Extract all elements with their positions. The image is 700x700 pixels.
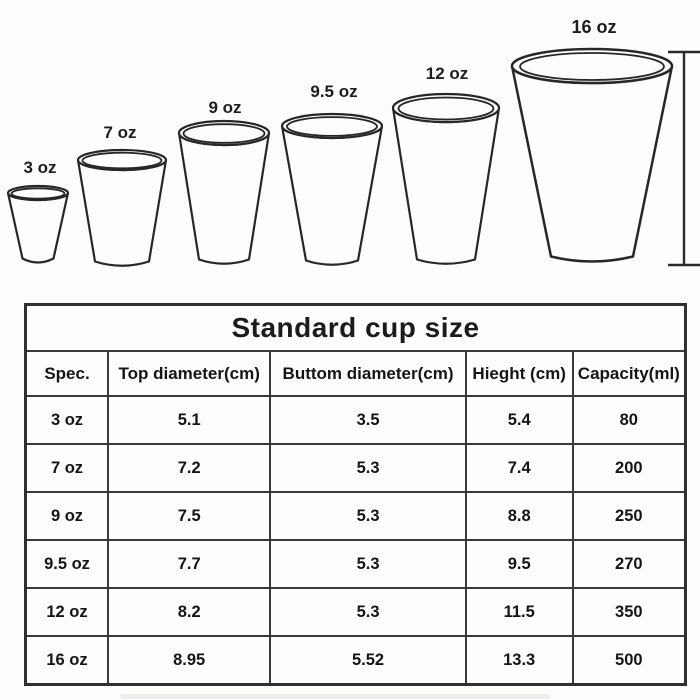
cup-rim: [512, 49, 672, 83]
cell-top: 7.2: [108, 444, 270, 492]
cell-capacity: 270: [573, 540, 686, 588]
cup-9p5oz: [282, 82, 382, 265]
cup-16oz: [512, 17, 672, 262]
cell-top: 5.1: [108, 396, 270, 444]
header-capacity: Capacity(ml): [573, 351, 686, 396]
cell-capacity: 80: [573, 396, 686, 444]
cell-height: 5.4: [466, 396, 573, 444]
cell-spec: 3 oz: [26, 396, 109, 444]
cup-body: [512, 66, 672, 262]
scan-smudge: [120, 694, 550, 699]
cell-capacity: 200: [573, 444, 686, 492]
spec-table: [24, 303, 687, 686]
cell-bottom: 5.3: [270, 588, 465, 636]
table-title-row: [26, 305, 686, 352]
cup-label-9p5oz: 9.5 oz: [310, 82, 358, 101]
cell-capacity: 250: [573, 492, 686, 540]
cup-body: [78, 160, 166, 266]
cell-spec: 12 oz: [26, 588, 109, 636]
cell-bottom: 5.3: [270, 540, 465, 588]
header-top-diameter: Top diameter(cm): [108, 351, 270, 396]
spec-table-container: [24, 303, 687, 683]
header-spec: Spec.: [26, 351, 109, 396]
table-header-row: [26, 351, 686, 396]
cup-label-12oz: 12 oz: [425, 64, 469, 83]
cell-top: 7.5: [108, 492, 270, 540]
header-bottom-diameter: Buttom diameter(cm): [270, 351, 465, 396]
cup-body: [393, 108, 499, 264]
cell-height: 7.4: [466, 444, 573, 492]
cell-height: 11.5: [466, 588, 573, 636]
cup-12oz: [393, 64, 499, 264]
cell-top: 7.7: [108, 540, 270, 588]
cell-height: 9.5: [466, 540, 573, 588]
cell-capacity: 500: [573, 636, 686, 685]
cup-9oz: [179, 98, 269, 264]
cell-height: 8.8: [466, 492, 573, 540]
cup-label-9oz: 9 oz: [208, 98, 242, 117]
header-height: Hieght (cm): [466, 351, 573, 396]
cell-height: 13.3: [466, 636, 573, 685]
cell-spec: 16 oz: [26, 636, 109, 685]
cup-diagram: [0, 0, 700, 295]
table-row: [26, 492, 686, 540]
cup-body: [8, 193, 68, 263]
cell-top: 8.95: [108, 636, 270, 685]
cup-label-16oz: 16 oz: [571, 17, 617, 37]
cup-3oz: [8, 158, 68, 263]
cell-top: 8.2: [108, 588, 270, 636]
table-row: [26, 588, 686, 636]
table-title: Standard cup size: [26, 305, 686, 352]
table-row: [26, 444, 686, 492]
cell-bottom: 5.52: [270, 636, 465, 685]
cup-label-3oz: 3 oz: [23, 158, 57, 177]
cell-bottom: 3.5: [270, 396, 465, 444]
table-row: [26, 636, 686, 685]
cup-body: [282, 126, 382, 265]
cell-spec: 9.5 oz: [26, 540, 109, 588]
cup-body: [179, 133, 269, 264]
cell-bottom: 5.3: [270, 492, 465, 540]
cup-7oz: [78, 123, 166, 266]
cell-spec: 9 oz: [26, 492, 109, 540]
table-row: [26, 540, 686, 588]
table-row: [26, 396, 686, 444]
cell-spec: 7 oz: [26, 444, 109, 492]
height-ruler-icon: [668, 52, 700, 265]
cup-label-7oz: 7 oz: [103, 123, 137, 142]
cell-capacity: 350: [573, 588, 686, 636]
cell-bottom: 5.3: [270, 444, 465, 492]
